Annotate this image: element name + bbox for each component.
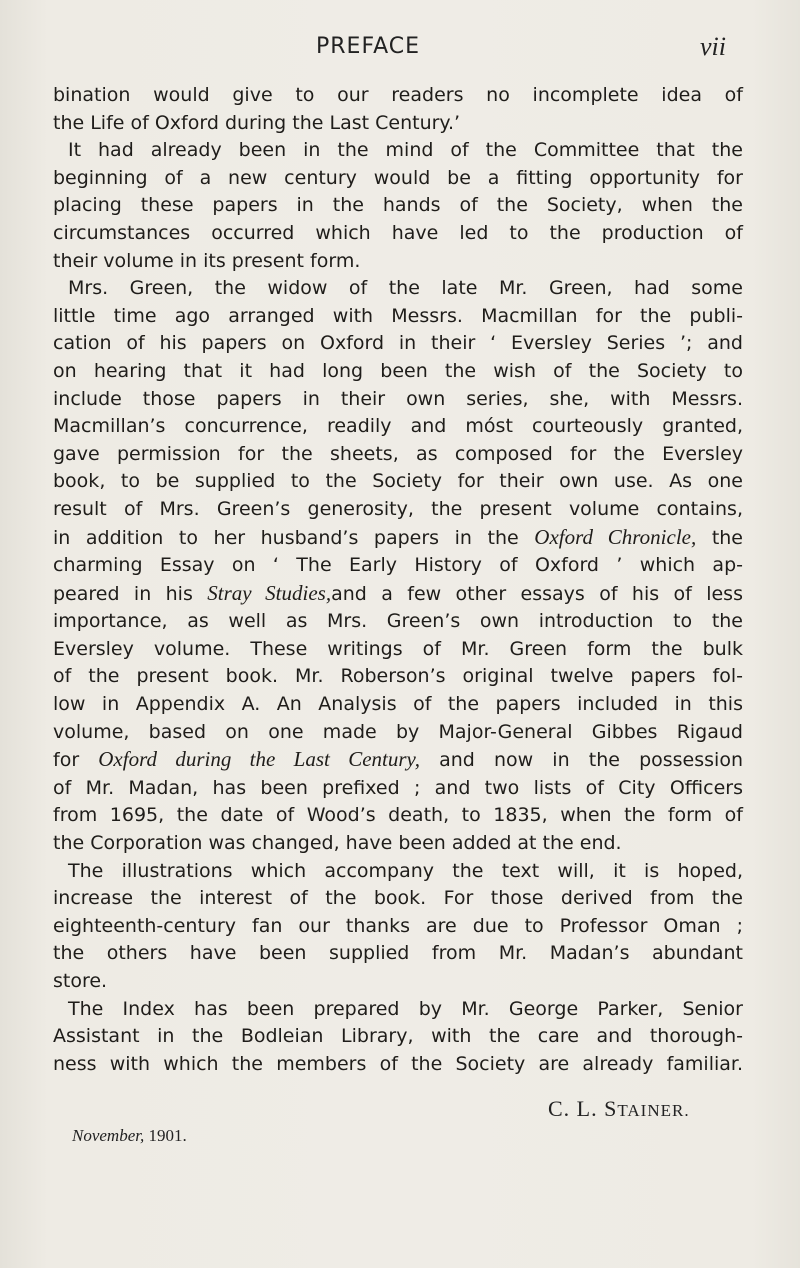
text-fragment: and now in the possession (419, 749, 743, 772)
text-line: beginning of a new century would be a fitting opportunity for (53, 166, 743, 189)
text-fragment: for (53, 749, 80, 772)
text-line: their volume in its present form. (53, 249, 361, 272)
text-line: of the present book. Mr. Roberson’s original twelve papers fol- (53, 665, 743, 688)
text-line: low in Appendix A. An Analysis of the papers included in this (53, 693, 743, 716)
text-line: bination would give to our readers no incomplete idea of (53, 84, 743, 106)
text-line: the Corporation was changed, have been added at the end. (53, 832, 622, 855)
text-line: include those papers in their own series, she, with Messrs. (53, 387, 743, 410)
text-line: volume, based on one made by Major-General Gibbes Rigaud (53, 720, 743, 743)
text-line: eighteenth-century fan our thanks are due to Professor Oman ; (53, 914, 743, 937)
text-fragment: the (696, 526, 743, 549)
text-line: on hearing that it had long been the wish of the Society to (53, 359, 743, 382)
text-line: of Mr. Madan, has been prefixed ; and two lists of City Officers (53, 776, 743, 799)
text-line-mixed (53, 746, 743, 775)
text-line: the others have been supplied from Mr. Madan’s abundant (53, 942, 743, 965)
text-line: store. (53, 970, 108, 992)
running-title: PREFACE (316, 34, 421, 59)
italic-title: Stray Studies, (207, 580, 332, 605)
text-line: increase the interest of the book. For those derived from the (53, 887, 743, 910)
text-line: Mrs. Green, the widow of the late Mr. Green, had some (68, 277, 743, 300)
page-number: vii (700, 32, 726, 61)
text-line: little time ago arranged with Messrs. Macmillan for the publi- (53, 304, 743, 327)
date-year: 1901. (144, 1126, 187, 1145)
text-line: from 1695, the date of Wood’s death, to 1835, when the form of (53, 804, 743, 827)
text-line: Eversley volume. These writings of Mr. Green form the bulk (53, 637, 743, 660)
text-line: the Life of Oxford during the Last Century.’ (53, 111, 461, 134)
text-line: charming Essay on ‘ The Early History of Oxford ’ which ap- (53, 554, 743, 577)
text-fragment: and a few other essays of his of less (331, 582, 743, 605)
signature-initials: C. L. S (548, 1096, 618, 1121)
author-signature (548, 1096, 690, 1122)
text-line-mixed (53, 580, 743, 609)
text-line: book, to be supplied to the Society for their own use. As one (53, 470, 743, 493)
text-line: ness with which the members of the Society are already familiar. (53, 1052, 743, 1075)
dateline (72, 1126, 187, 1146)
text-line: Macmillan’s concurrence, readily and móst courteously granted, (53, 415, 743, 438)
text-line: result of Mrs. Green’s generosity, the present volume contains, (53, 497, 743, 520)
text-fragment: peared in his (53, 582, 193, 605)
text-line: The illustrations which accompany the text will, it is hoped, (68, 859, 743, 882)
text-line-mixed (53, 524, 743, 553)
text-fragment: in addition to her husband’s papers in the (53, 526, 519, 549)
text-line: The Index has been prepared by Mr. George Parker, Senior (68, 997, 743, 1020)
running-head (0, 34, 800, 64)
italic-title: Oxford during the Last Century, (98, 747, 420, 772)
text-line: circumstances occurred which have led to the production of (53, 221, 743, 244)
text-line: Assistant in the Bodleian Library, with the care and thorough- (53, 1025, 743, 1048)
text-line: cation of his papers on Oxford in their ‘ Eversley Series ’; and (53, 332, 743, 355)
text-line: gave permission for the sheets, as composed for the Eversley (53, 442, 743, 465)
text-line: placing these papers in the hands of the Society, when the (53, 194, 743, 217)
date-month: November, (72, 1126, 145, 1145)
text-line: importance, as well as Mrs. Green’s own introduction to the (53, 610, 743, 633)
italic-title: Oxford Chronicle, (534, 524, 697, 549)
signature-surname: TAINER. (617, 1101, 690, 1120)
body-text (53, 82, 743, 1078)
text-line: It had already been in the mind of the Committee that the (68, 139, 743, 162)
